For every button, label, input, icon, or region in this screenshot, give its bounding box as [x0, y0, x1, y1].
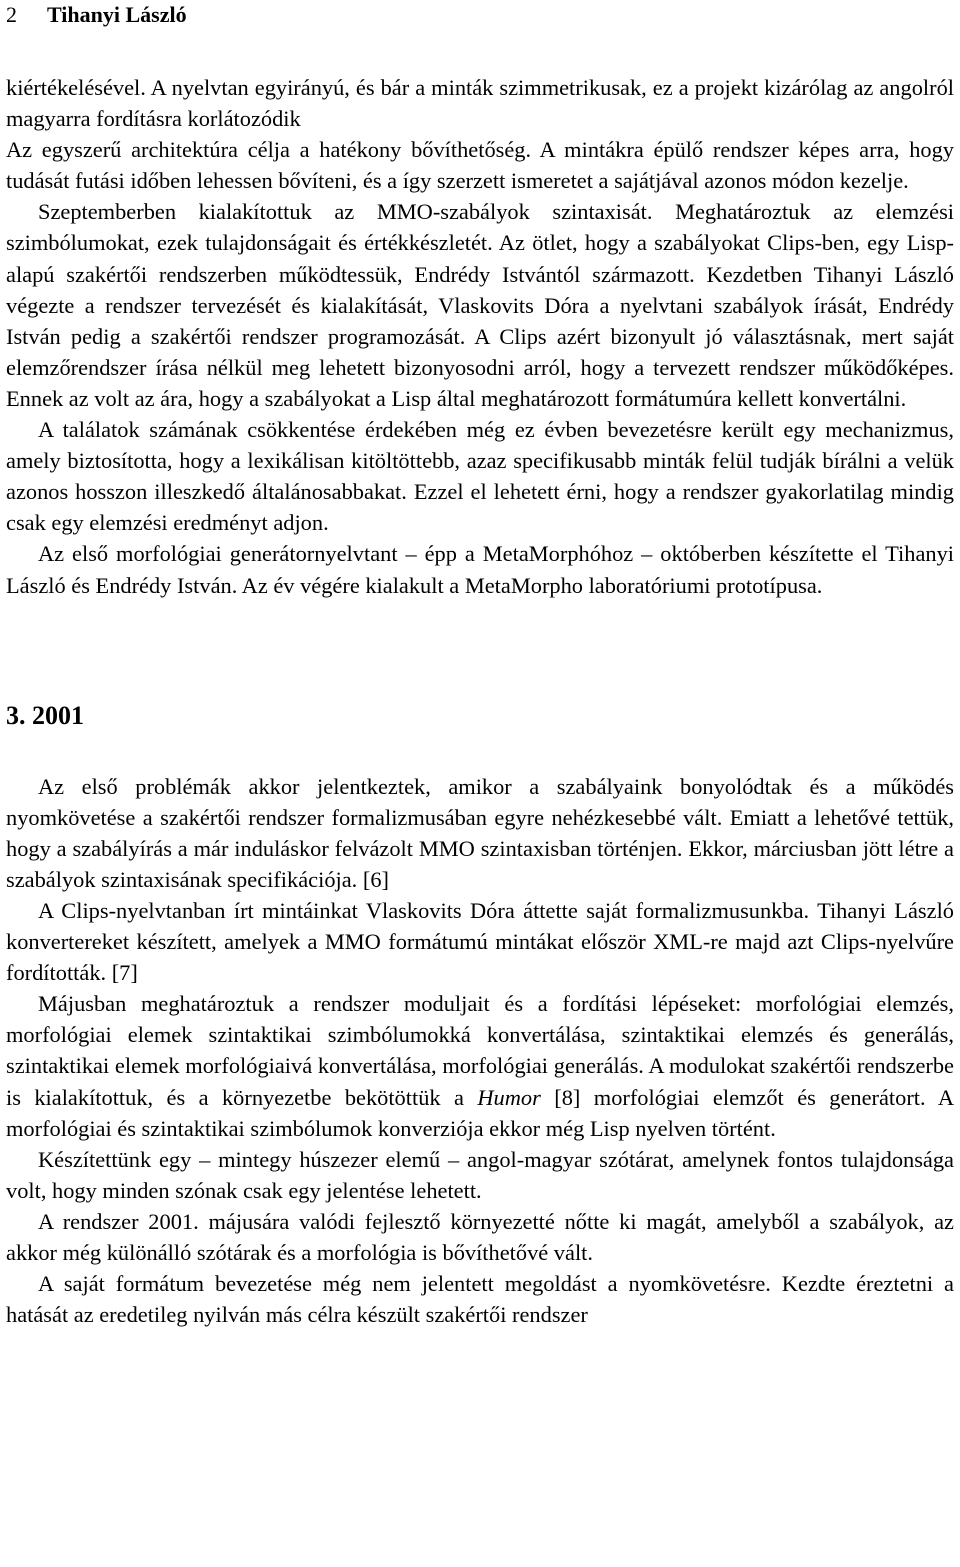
- paragraph: Készítettünk egy – mintegy húszezer elemű – angol-magyar szótárat, amelynek fontos tulajdonsága volt, hogy minden szónak csak egy jelentése lehetett.: [6, 1146, 954, 1203]
- page-number: 2: [6, 2, 17, 27]
- paragraph: [6, 988, 954, 1143]
- section-continued: [6, 72, 954, 601]
- paragraph: kiértékelésével. A nyelvtan egyirányú, és bár a minták szimmetrikusak, ez a projekt kizárólag az angolról magyarra fordításra korlátozódik: [6, 75, 954, 132]
- paragraph: A találatok számának csökkentése érdekében még ez évben bevezetésre került egy mechanizmus, amely biztosította, hogy a lexikálisan kitöltöttebb, azaz specifikusabb minták felül tudják bírálni a velük azonos hosszon illeszkedő általánosabbakat. Ezzel el lehetett érni, hogy a rendszer gyakorlatilag mindig csak egy elemzési eredményt adjon.: [6, 417, 954, 536]
- humor-reference: Humor: [477, 1084, 541, 1110]
- paragraph: Az első morfológiai generátornyelvtant – épp a MetaMorphóhoz – októberben készítette el Tihanyi László és Endrédy István. Az év végére kialakult a MetaMorpho laboratóriumi prototípusa.: [6, 541, 954, 598]
- paragraph: A saját formátum bevezetése még nem jelentett megoldást a nyomkövetésre. Kezdte éreztetni a hatását az eredetileg nyilván más célra készült szakértői rendszer: [6, 1271, 954, 1328]
- paragraph-text: Májusban meghatároztuk a rendszer moduljait és a fordítási lépéseket: morfológiai elemzés, morfológiai elemek szintaktikai szimbólumokká konvertálása, szintaktikai elemzés és generálás, szintaktikai elemek morfológiaivá konvertálása, morfológiai generálás. A modulokat szakértői rendszerbe is kialakítottuk, és a környezetbe bekötöttük a: [6, 991, 954, 1110]
- paragraph: Az egyszerű architektúra célja a hatékony bővíthetőség. A mintákra épülő rendszer képes arra, hogy tudását futási időben lehessen bővíteni, és a így szerzett ismeretet a sajátjával azonos módon kezelje.: [6, 137, 954, 194]
- paragraph: Az első problémák akkor jelentkeztek, amikor a szabályaink bonyolódtak és a működés nyomkövetése a szakértői rendszer formalizmusában egyre nehézkesebbé vált. Emiatt a lehetővé tettük, hogy a szabályírás a már induláskor felvázolt MMO szintaxisban történjen. Ekkor, márciusban jött létre a szabályok szintaxisának specifikációja. [6]: [6, 773, 954, 892]
- header-author: Tihanyi László: [47, 2, 187, 27]
- paragraph: A rendszer 2001. májusára valódi fejlesztő környezetté nőtte ki magát, amelyből a szabályok, az akkor még különálló szótárak és a morfológia is bővíthetővé vált.: [6, 1208, 954, 1265]
- paragraph: Szeptemberben kialakítottuk az MMO-szabályok szintaxisát. Meghatároztuk az elemzési szimbólumokat, ezek tulajdonságait és értékkészletét. Az ötlet, hogy a szabályokat Clips-ben, egy Lisp-alapú szakértői rendszerben működtessük, Endrédy Istvántól származott. Kezdetben Tihanyi László végezte a rendszer tervezését és kialakítását, Vlaskovits Dóra a nyelvtani szabályok írását, Endrédy István pedig a szakértői rendszer programozását. A Clips azért bizonyult jó választásnak, mert saját elemzőrendszer írása nélkül meg lehetett bizonyosodni arról, hogy a tervezett rendszer működőképes. Ennek az volt az ára, hogy a szabályokat a Lisp által meghatározott formátumúra kellett konvertálni.: [6, 199, 954, 411]
- section-2001: [6, 771, 954, 1331]
- section-heading: 3. 2001: [6, 700, 84, 730]
- running-header: [6, 0, 954, 30]
- paragraph: A Clips-nyelvtanban írt mintáinkat Vlaskovits Dóra áttette saját formalizmusunkba. Tihanyi László konvertereket készített, amelyek a MMO formátumú mintákat először XML-re majd azt Clips-nyelvűre fordították. [7]: [6, 897, 954, 986]
- paragraph-text: [8] morfológiai elemzőt és generátort. A morfológiai és szintaktikai szimbólumok konverziója ekkor még Lisp nyelven történt.: [6, 1084, 954, 1141]
- document-page: [6, 0, 954, 1330]
